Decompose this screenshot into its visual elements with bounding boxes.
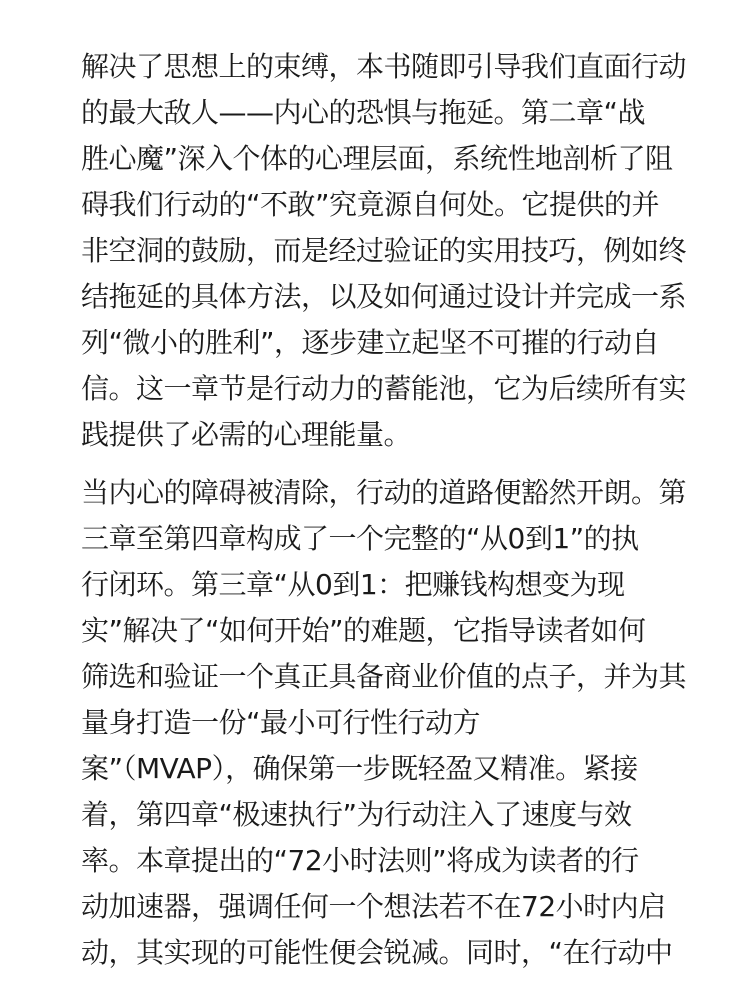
text-line: 行闭环。第三章“从0到1：把赚钱构想变为现 — [81, 568, 625, 601]
text-line: 信。这一章节是行动力的蓄能池，它为后续所有实 — [81, 372, 687, 405]
text-line: 非空洞的鼓励，而是经过验证的实用技巧，例如终 — [81, 234, 687, 267]
text-line: 筛选和验证一个真正具备商业价值的点子，并为其 — [81, 660, 687, 693]
text-line: 案”（MVAP），确保第一步既轻盈又精准。紧接 — [81, 752, 638, 785]
text-line: 着，第四章“极速执行”为行动注入了速度与效 — [81, 798, 632, 831]
text-line: 动加速器，强调任何一个想法若不在72小时内启 — [81, 890, 666, 923]
text-line: 列“微小的胜利”，逐步建立起坚不可摧的行动自 — [81, 326, 660, 359]
text-line: 三章至第四章构成了一个完整的“从0到1”的执 — [81, 522, 639, 555]
text-line: 解决了思想上的束缚，本书随即引导我们直面行动 — [81, 50, 687, 83]
body-text — [81, 44, 687, 988]
text-line: 践提供了必需的心理能量。 — [81, 418, 412, 451]
paragraph-1 — [81, 44, 687, 458]
text-line: 率。本章提出的“72小时法则”将成为读者的行 — [81, 844, 639, 877]
text-line: 胜心魔”深入个体的心理层面，系统性地剖析了阻 — [81, 142, 673, 175]
text-line: 结拖延的具体方法，以及如何通过设计并完成一系 — [81, 280, 687, 313]
text-line: 碍我们行动的“不敢”究竟源自何处。它提供的并 — [81, 188, 660, 221]
text-line: 动，其实现的可能性便会锐减。同时，“在行动中 — [81, 936, 673, 969]
text-line: 的最大敌人——内心的恐惧与拖延。第二章“战 — [81, 96, 646, 129]
text-line: 实”解决了“如何开始”的难题，它指导读者如何 — [81, 614, 646, 647]
paragraph-2 — [81, 470, 687, 976]
text-line: 量身打造一份“最小可行性行动方 — [81, 706, 481, 739]
text-line: 当内心的障碍被清除，行动的道路便豁然开朗。第 — [81, 476, 687, 509]
